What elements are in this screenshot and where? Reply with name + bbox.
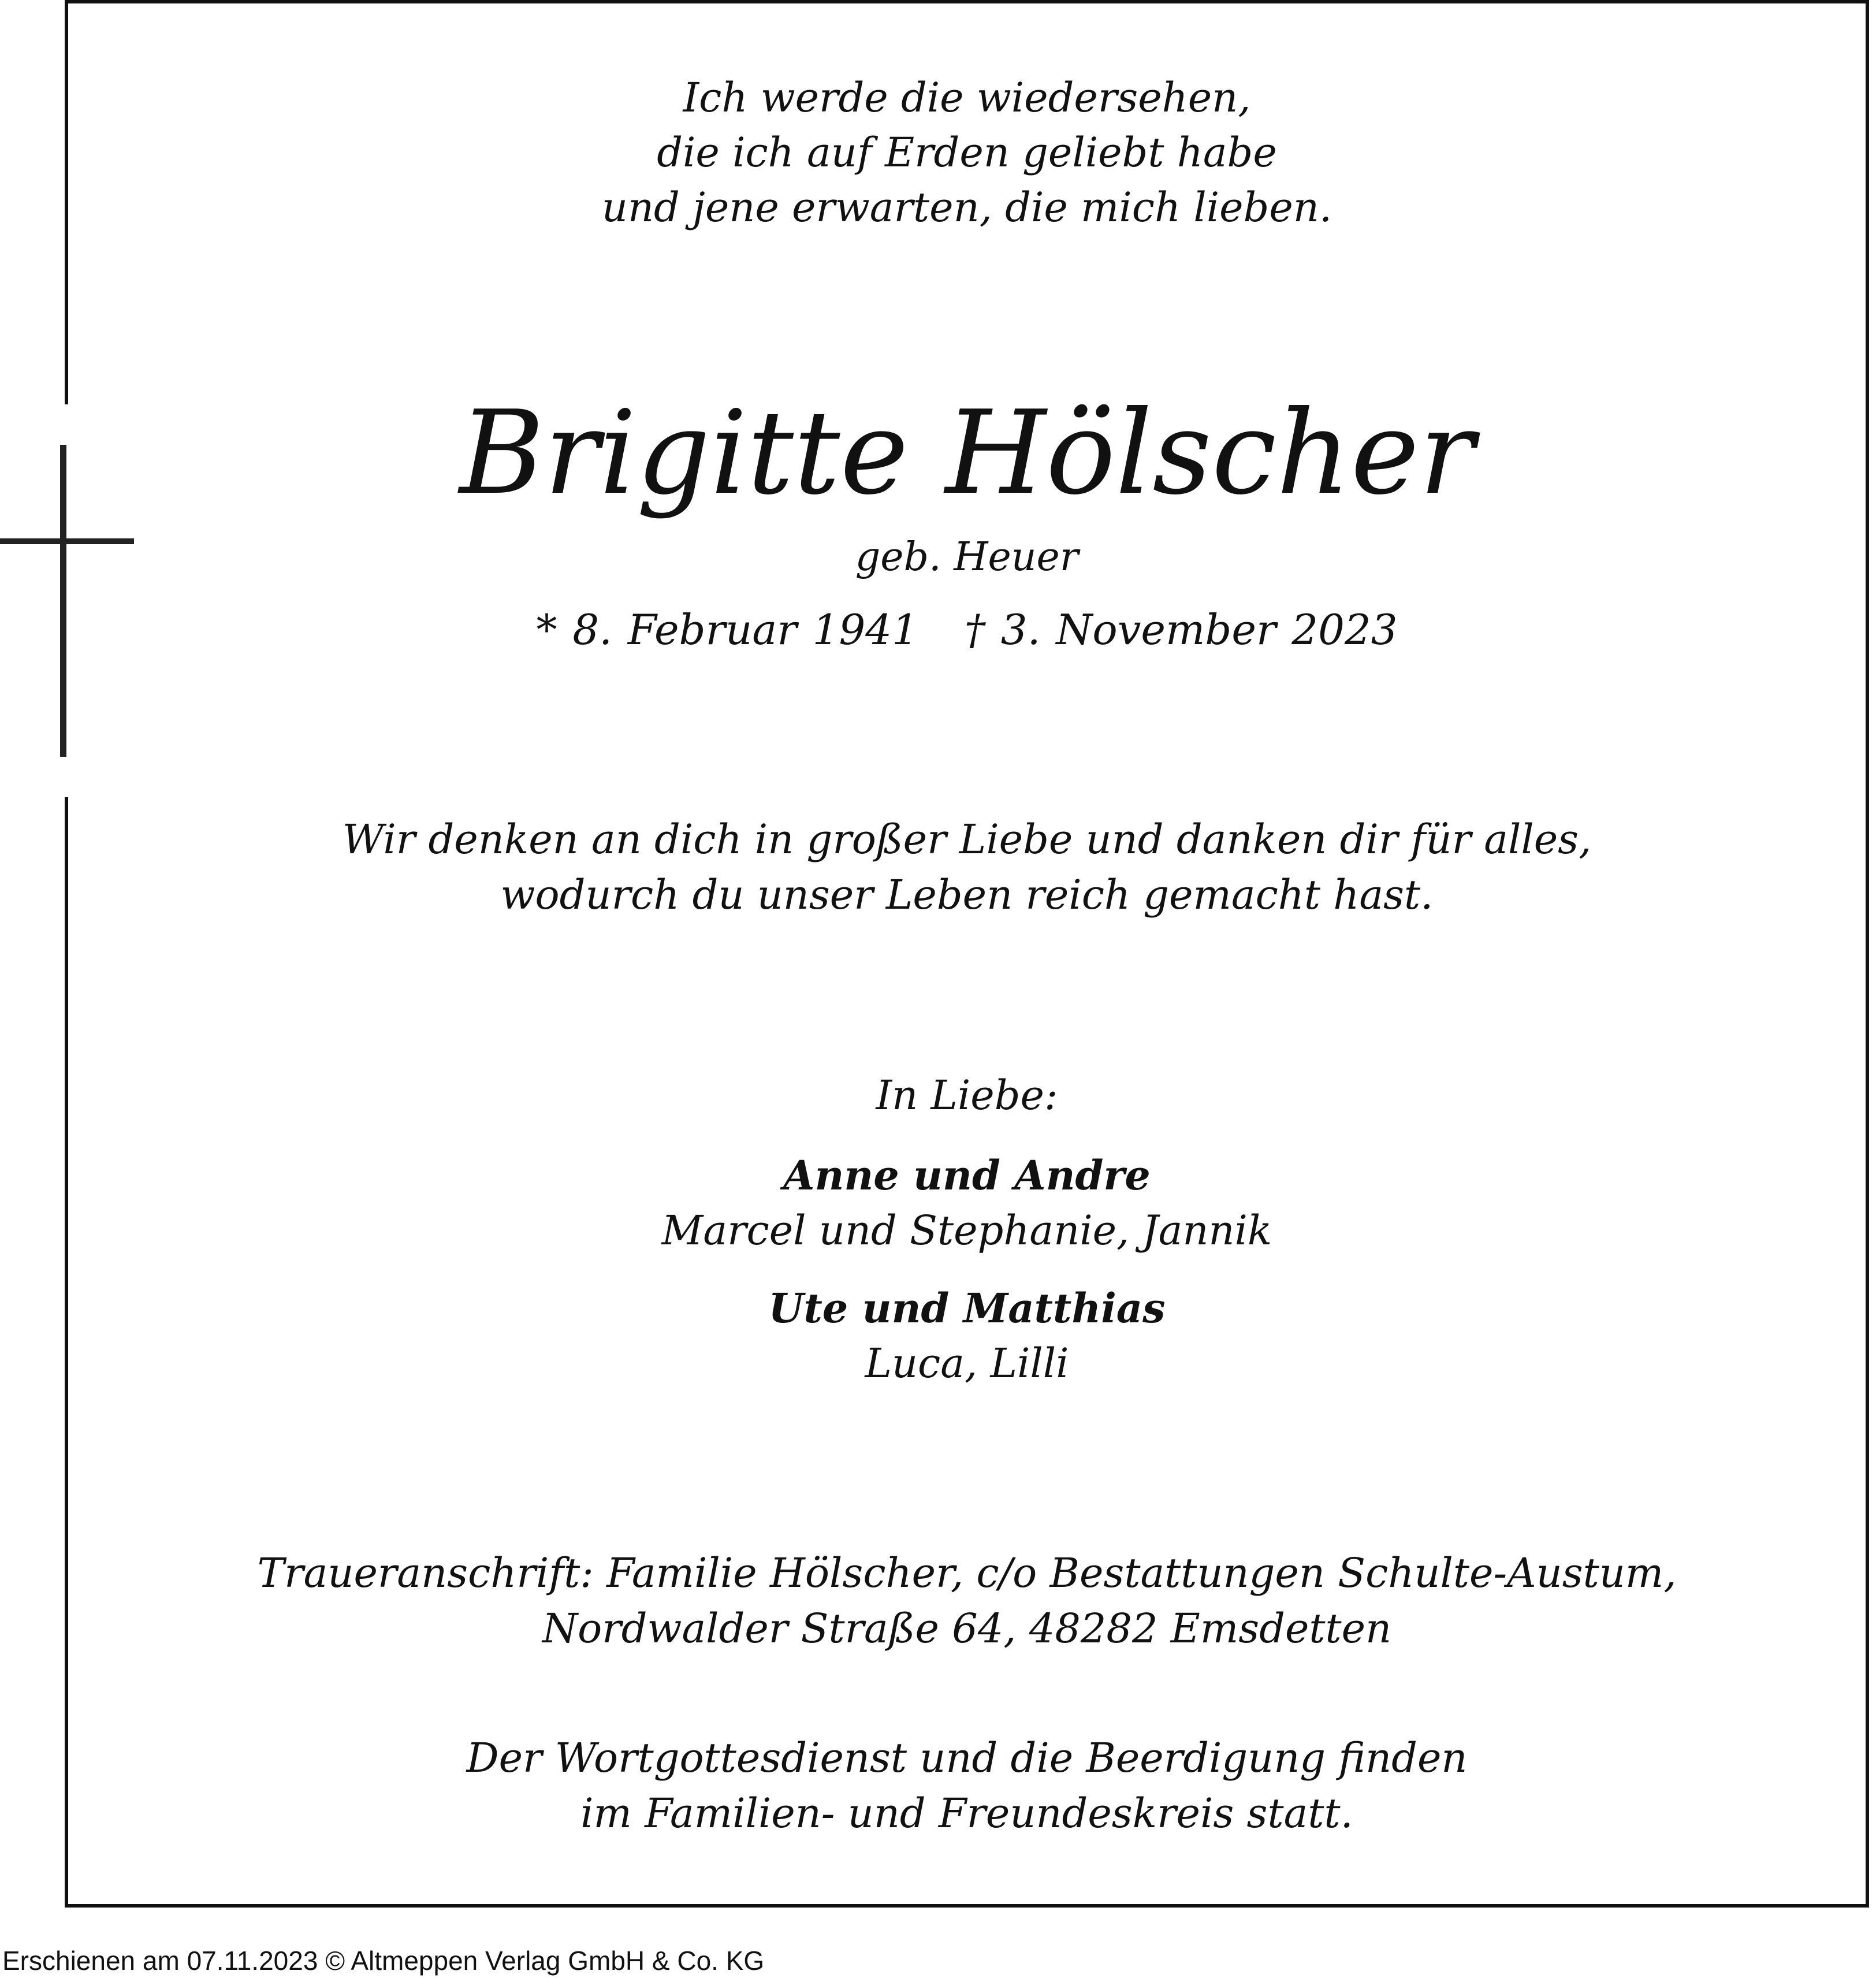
publication-footer: Erschienen am 07.11.2023 © Altmeppen Verlag GmbH & Co. KG (2, 1946, 765, 1976)
family-main-name: Ute und Matthias (768, 1284, 1166, 1332)
opening-quote (65, 70, 1869, 235)
life-dates (65, 604, 1869, 656)
service-line: Der Wortgottesdienst und die Beerdigung finden (466, 1734, 1468, 1782)
quote-line: die ich auf Erden geliebt habe (657, 129, 1277, 176)
thanks-line: Wir denken an dich in großer Liebe und danken dir für alles, (342, 816, 1592, 863)
birth-date: * 8. Februar 1941 (536, 605, 918, 654)
family-sub-names: Luca, Lilli (865, 1340, 1069, 1387)
thanks-line: wodurch du unser Leben reich gemacht hast. (500, 871, 1434, 919)
quote-line: und jene erwarten, die mich lieben. (601, 184, 1332, 231)
mourning-address (65, 1545, 1869, 1656)
mourners-intro: In Liebe: (876, 1072, 1058, 1119)
thanks-text (65, 812, 1869, 923)
death-date: † 3. November 2023 (964, 605, 1398, 654)
address-line: Nordwalder Straße 64, 48282 Emsdetten (542, 1605, 1392, 1652)
quote-line: Ich werde die wiedersehen, (683, 74, 1251, 121)
maiden-name: geb. Heuer (855, 534, 1079, 580)
deceased-name: Brigitte Hölscher (459, 386, 1475, 520)
family-main-name: Anne und Andre (783, 1151, 1151, 1199)
family-sub-names: Marcel und Stephanie, Jannik (661, 1207, 1272, 1254)
service-line: im Familien- und Freundeskreis statt. (580, 1790, 1353, 1837)
address-line: Traueranschrift: Familie Hölscher, c/o Bestattungen Schulte-Austum, (257, 1549, 1677, 1597)
service-notice (65, 1730, 1869, 1841)
